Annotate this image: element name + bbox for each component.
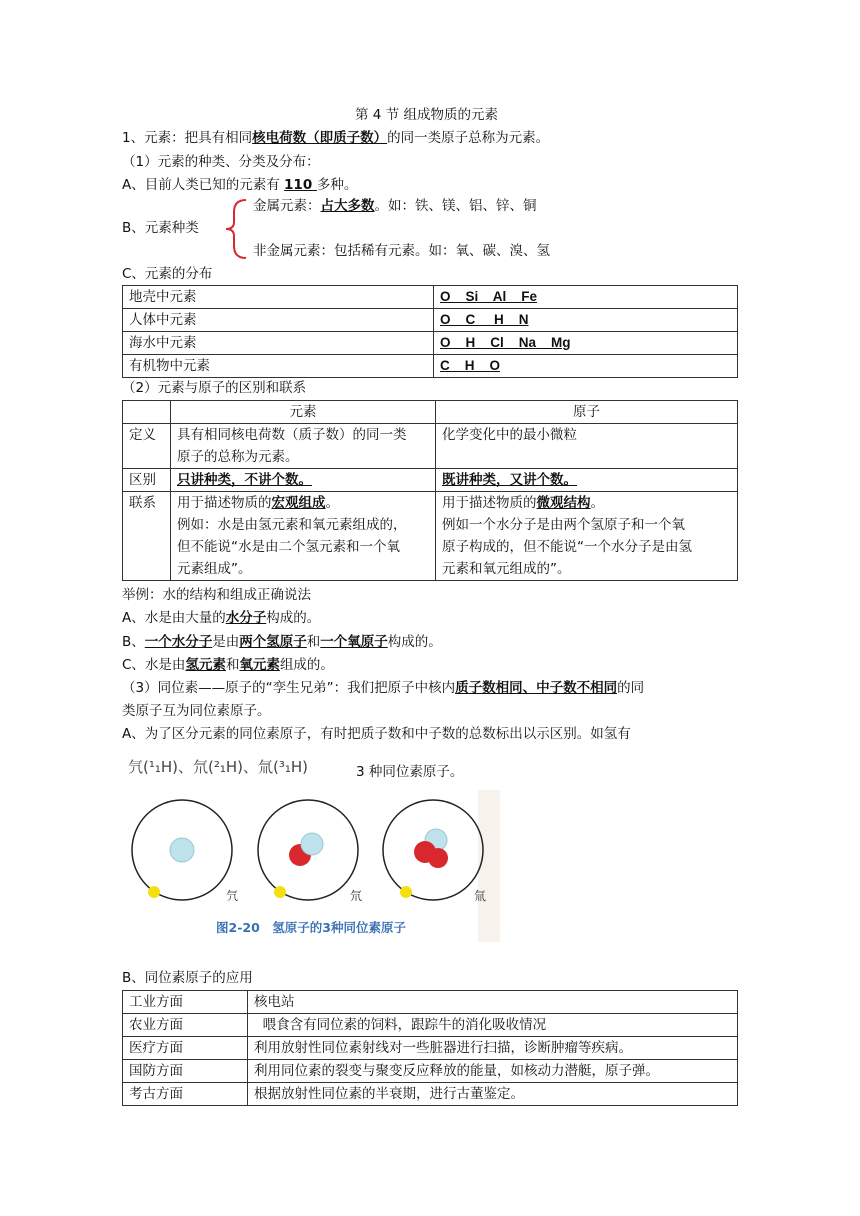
table-cell: [434, 286, 738, 309]
subheading-2: （2）元素与原子的区别和联系: [122, 380, 307, 396]
keyword: 既讲种类，又讲个数。: [442, 472, 577, 488]
table-row: [123, 1037, 738, 1060]
table-row: [123, 1060, 738, 1083]
text: B、: [122, 634, 145, 650]
text: 。如：铁、镁、铝、锌、铜: [374, 198, 537, 214]
text: 原子的总称为元素。: [177, 449, 299, 465]
table-row: [123, 469, 738, 492]
distribution-table: [122, 285, 738, 378]
table-header: 原子: [436, 401, 738, 424]
table-cell: 人体中元素: [123, 309, 434, 332]
figure-caption: 图2-20 氢原子的3种同位素原子: [216, 920, 406, 935]
text: 金属元素：: [253, 198, 321, 214]
text: 多种。: [316, 177, 358, 193]
applications-heading: B、同位素原子的应用: [122, 970, 253, 986]
table-cell: 国防方面: [123, 1060, 248, 1083]
figure-edge: [478, 790, 500, 942]
text: 。: [590, 495, 604, 511]
isotope-notation-line: A、为了区分元素的同位素原子，有时把质子数和中子数的总数标出以示区别。如氢有: [122, 726, 631, 742]
table-cell: [434, 355, 738, 378]
text: 的同一类原子总称为元素。: [387, 130, 550, 146]
atom-label: 氚: [474, 889, 487, 903]
element-list: O C H N: [440, 312, 529, 327]
isotope-definition: [122, 678, 644, 698]
keyword: 氢元素: [185, 657, 226, 673]
table-cell: 医疗方面: [123, 1037, 248, 1060]
text: 例如：水是由氢元素和氧元素组成的，: [177, 517, 407, 533]
text: 构成的。: [387, 634, 442, 650]
table-row: [123, 355, 738, 378]
table-cell: 利用同位素的裂变与聚变反应释放的能量，如核动力潜艇，原子弹。: [248, 1060, 738, 1083]
table-cell: [171, 469, 436, 492]
hydrogen-isotopes-figure: [120, 790, 500, 942]
text: 具有相同核电荷数（质子数）的同一类: [177, 427, 407, 443]
table-row: [123, 424, 738, 469]
table-cell: 定义: [123, 424, 171, 469]
example-b: [122, 632, 442, 652]
element-list: O Si Al Fe: [440, 289, 538, 304]
text: A、水是由大量的: [122, 610, 226, 626]
keyword: 两个氢原子: [239, 634, 307, 650]
keyword: 占大多数: [320, 198, 375, 214]
known-elements: [122, 175, 357, 195]
text: 和: [306, 634, 321, 650]
text: [177, 492, 429, 514]
table-row: [123, 286, 738, 309]
table-cell: 根据放射性同位素的半衰期，进行古董鉴定。: [248, 1083, 738, 1106]
atom-label: 氕: [226, 889, 239, 903]
electron: [400, 886, 412, 898]
table-cell: 联系: [123, 492, 171, 581]
table-cell: 化学变化中的最小微粒: [436, 424, 738, 469]
text: A、目前人类已知的元素有: [122, 177, 285, 193]
table-cell: [171, 424, 436, 469]
table-cell: 海水中元素: [123, 332, 434, 355]
keyword: 一个水分子: [144, 634, 213, 650]
table-row: [123, 332, 738, 355]
text: 和: [225, 657, 240, 673]
element-list: O H Cl Na Mg: [440, 335, 571, 350]
definition-line: [122, 128, 549, 148]
keyword: 质子数相同、中子数不相同: [455, 680, 618, 696]
keyword: 核电荷数（即质子数）: [252, 130, 388, 146]
table-cell: [436, 492, 738, 581]
text: 用于描述物质的: [177, 495, 272, 511]
page-title: 第 4 节 组成物质的元素: [355, 107, 498, 123]
table-cell: 地壳中元素: [123, 286, 434, 309]
example-a: [122, 608, 320, 628]
text: 的同: [617, 680, 645, 696]
element-types-label: B、元素种类: [122, 220, 199, 236]
isotope-count: 3 种同位素原子。: [356, 764, 464, 780]
atom-label: 氘: [350, 889, 363, 903]
table-cell: 核电站: [248, 991, 738, 1014]
keyword: 一个氧原子: [320, 634, 388, 650]
table-cell: 工业方面: [123, 991, 248, 1014]
text: 1、元素：把具有相同: [122, 130, 253, 146]
element-list: C H O: [440, 358, 501, 373]
text: 元素组成”。: [177, 561, 252, 577]
text: 用于描述物质的: [442, 495, 537, 511]
comparison-table: [122, 400, 738, 581]
keyword: 宏观组成: [271, 495, 326, 511]
table-cell: 有机物中元素: [123, 355, 434, 378]
text: 构成的。: [266, 610, 321, 626]
metal-elements: [253, 196, 537, 216]
text: [442, 492, 731, 514]
neutron: [301, 833, 323, 855]
text: （3）同位素——原子的“孪生兄弟”：我们把原子中核内: [122, 680, 456, 696]
neutron: [428, 848, 448, 868]
electron: [148, 886, 160, 898]
table-row: [123, 492, 738, 581]
subheading-1: （1）元素的种类、分类及分布：: [122, 154, 320, 170]
proton-nucleus: [170, 838, 194, 862]
text: 但不能说“水是由二个氢元素和一个氧: [177, 539, 400, 555]
nonmetal-elements: 非金属元素：包括稀有元素。如：氧、碳、溴、氢: [253, 243, 550, 259]
keyword: 只讲种类，不讲个数。: [177, 472, 312, 488]
table-row: [123, 1014, 738, 1037]
table-row: [123, 401, 738, 424]
isotope-symbols: 氕(¹₁H)、氘(²₁H)、氚(³₁H): [128, 758, 309, 776]
table-row: [123, 991, 738, 1014]
table-cell: 考古方面: [123, 1083, 248, 1106]
keyword: 110: [284, 177, 317, 193]
text: 。: [325, 495, 339, 511]
text: C、水是由: [122, 657, 186, 673]
table-cell: 农业方面: [123, 1014, 248, 1037]
keyword: 氧元素: [239, 657, 280, 673]
brace-icon: [222, 198, 252, 260]
example-heading: 举例：水的结构和组成正确说法: [122, 587, 311, 603]
text: 元素和氧元组成的”。: [442, 561, 571, 577]
isotope-definition-cont: 类原子互为同位素原子。: [122, 703, 271, 719]
applications-table: [122, 990, 738, 1106]
text: 是由: [212, 634, 240, 650]
keyword: 水分子: [225, 610, 267, 626]
table-cell: [434, 332, 738, 355]
table-row: [123, 1083, 738, 1106]
table-cell: [434, 309, 738, 332]
table-cell: [171, 492, 436, 581]
table-cell: 喂食含有同位素的饲料，跟踪牛的消化吸收情况: [248, 1014, 738, 1037]
electron: [274, 886, 286, 898]
text: 组成的。: [279, 657, 334, 673]
table-row: [123, 309, 738, 332]
table-cell: 利用放射性同位素射线对一些脏器进行扫描，诊断肿瘤等疾病。: [248, 1037, 738, 1060]
text: 例如一个水分子是由两个氢原子和一个氧: [442, 517, 685, 533]
table-cell: [123, 401, 171, 424]
distribution-label: C、元素的分布: [122, 266, 213, 282]
keyword: 微观结构: [536, 495, 591, 511]
table-cell: 区别: [123, 469, 171, 492]
table-cell: [436, 469, 738, 492]
text: 原子构成的，但不能说“一个水分子是由氢: [442, 539, 692, 555]
table-header: 元素: [171, 401, 436, 424]
example-c: [122, 655, 334, 675]
